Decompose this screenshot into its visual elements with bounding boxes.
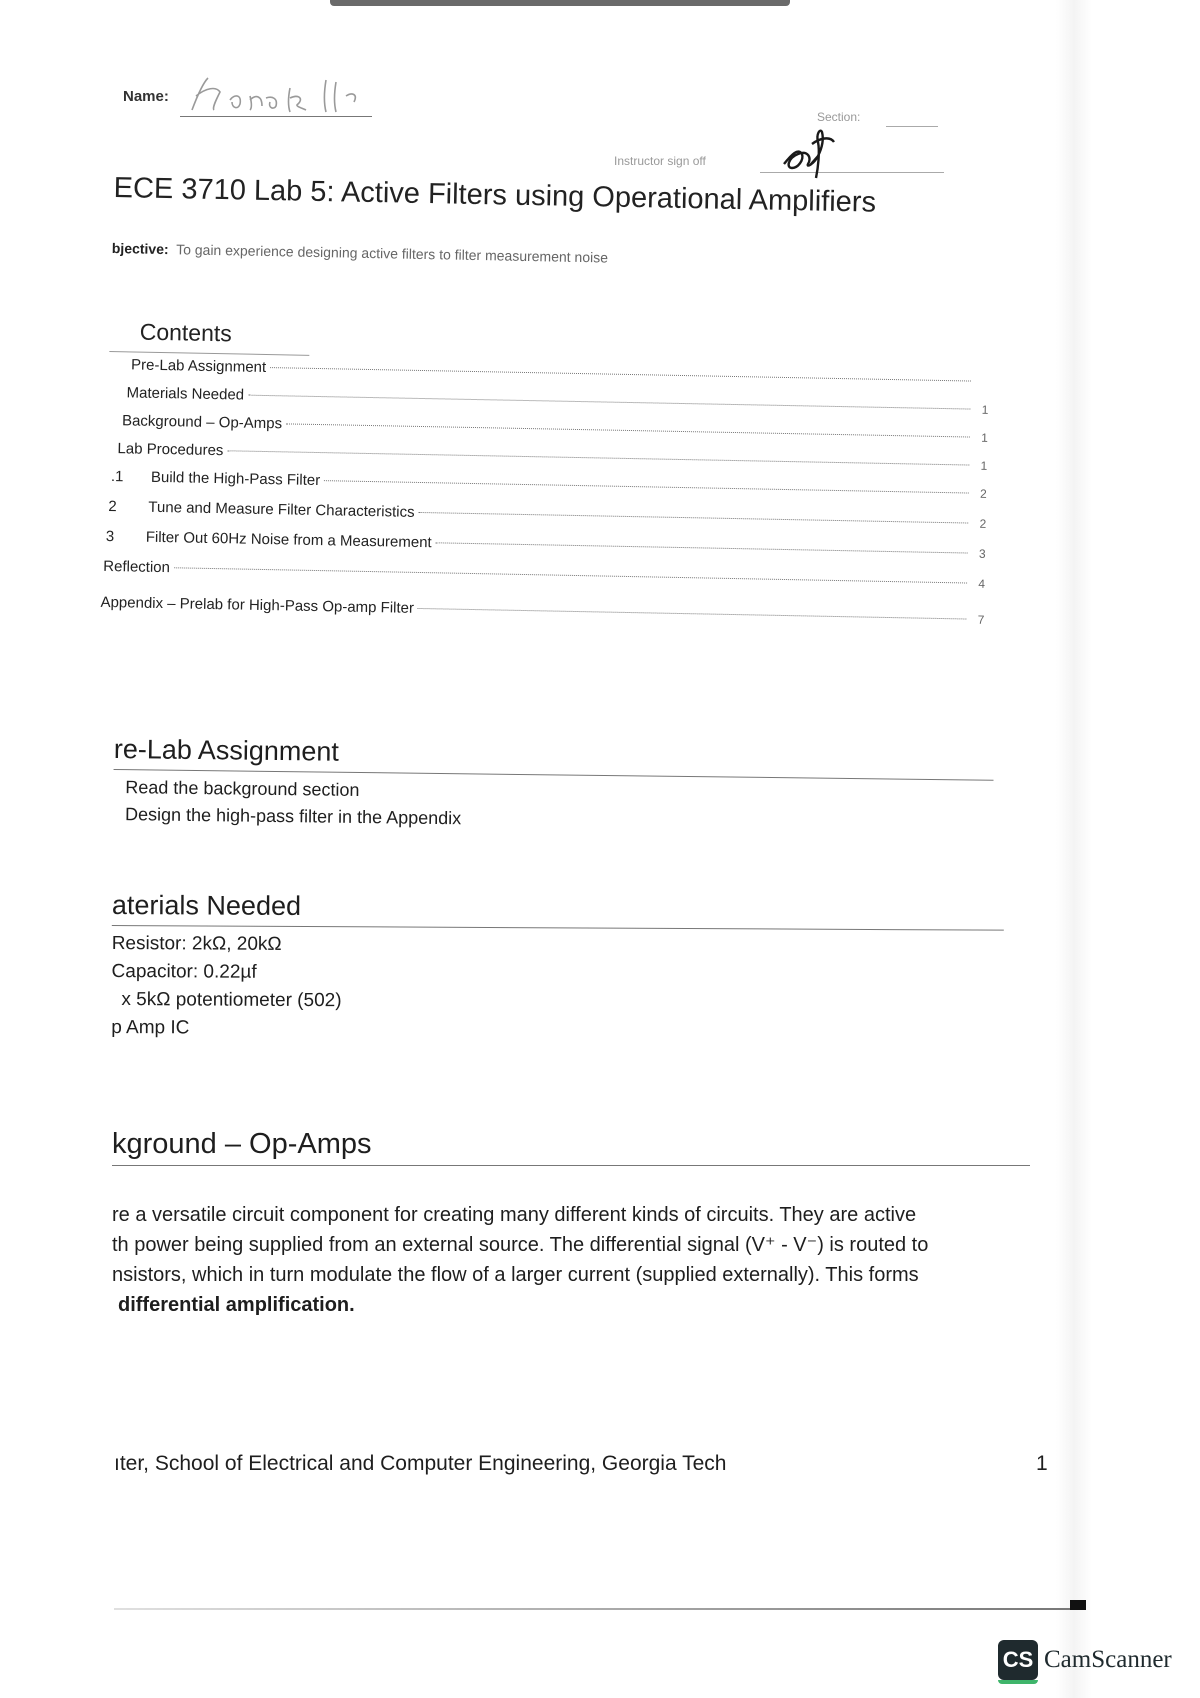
toc-number: .1 xyxy=(110,468,124,486)
name-handwriting xyxy=(186,74,376,118)
instructor-signoff-label: Instructor sign off xyxy=(614,154,706,168)
toc-number: 3 xyxy=(105,527,115,546)
list-item: p Amp IC xyxy=(111,1016,190,1039)
toc-page: 2 xyxy=(979,516,987,531)
paragraph-line: nsistors, which in turn modulate the flow of a larger current (supplied externally). This forms xyxy=(112,1264,919,1286)
instructor-signature xyxy=(778,124,838,182)
objective-text: To gain experience designing active filters to filter measurement noise xyxy=(176,241,609,266)
toc-label: Tune and Measure Filter Characteristics xyxy=(148,498,415,521)
name-label: Name: xyxy=(123,88,169,105)
toc-page: 4 xyxy=(978,576,986,591)
scan-edge-mark xyxy=(1070,1600,1086,1610)
toc-label: Lab Procedures xyxy=(117,440,224,460)
camscanner-text: CamScanner xyxy=(1044,1646,1172,1673)
toc-label: Background – Op-Amps xyxy=(121,412,283,433)
background-section xyxy=(112,1128,1030,1320)
toc-leader xyxy=(324,480,969,493)
scan-bottom-edge xyxy=(114,1608,1074,1610)
camscanner-watermark xyxy=(998,1640,1172,1680)
toc-page: 1 xyxy=(981,430,988,445)
paragraph-line: re a versatile circuit component for creating many different kinds of circuits. They are active xyxy=(112,1204,917,1226)
background-rule xyxy=(112,1165,1030,1166)
section-label: Section: xyxy=(817,110,861,124)
page-number: 1 xyxy=(1036,1452,1048,1475)
paragraph-line-bold: differential amplification. xyxy=(118,1294,355,1316)
page-title: ECE 3710 Lab 5: Active Filters using Operational Amplifiers xyxy=(113,172,877,219)
materials-section xyxy=(111,890,1004,1047)
objective-label: bjective: xyxy=(111,240,169,258)
prelab-heading: re-Lab Assignment xyxy=(113,734,340,767)
paragraph-line: th power being supplied from an external source. The differential signal (V⁺ - V⁻) is routed to xyxy=(112,1234,929,1256)
toc-label: Build the High-Pass Filter xyxy=(150,468,321,490)
toc-label: Filter Out 60Hz Noise from a Measurement xyxy=(145,528,432,552)
contents-underline xyxy=(109,351,309,356)
materials-heading: aterials Needed xyxy=(111,890,302,921)
list-item: Read the background section xyxy=(125,777,360,801)
toc-label: Materials Needed xyxy=(126,384,245,404)
contents-heading: Contents xyxy=(139,318,233,347)
toc-page: 1 xyxy=(981,402,989,417)
prelab-section xyxy=(113,734,994,839)
toc-page: 7 xyxy=(977,612,985,627)
toc-leader xyxy=(270,367,971,381)
toc-page: 1 xyxy=(980,458,988,473)
materials-list xyxy=(111,930,1004,1047)
list-item: Design the high-pass filter in the Appendix xyxy=(124,804,462,829)
footer-text: ıter, School of Electrical and Computer Engineering, Georgia Tech xyxy=(114,1452,727,1475)
toc-label: Reflection xyxy=(103,557,171,577)
list-item: x 5kΩ potentiometer (502) xyxy=(121,989,342,1012)
scan-edge-shadow xyxy=(330,0,790,6)
prelab-list xyxy=(125,774,994,839)
table-of-contents xyxy=(100,318,990,645)
toc-label: Appendix – Prelab for High-Pass Op-amp Filter xyxy=(100,593,415,617)
toc-leader xyxy=(419,512,969,524)
toc-leader xyxy=(436,542,968,553)
list-item: Capacitor: 0.22µf xyxy=(111,960,257,983)
background-heading: kground – Op-Amps xyxy=(112,1128,372,1160)
camscanner-logo-icon: CS xyxy=(998,1640,1038,1680)
toc-leader xyxy=(418,608,966,620)
toc-page: 3 xyxy=(978,546,986,561)
background-paragraph xyxy=(112,1200,1030,1320)
toc-label: Pre-Lab Assignment xyxy=(130,356,267,377)
toc-page: 2 xyxy=(979,486,987,501)
toc-number: 2 xyxy=(108,498,117,516)
section-line xyxy=(886,126,938,127)
objective xyxy=(112,240,608,266)
list-item: Resistor: 2kΩ, 20kΩ xyxy=(111,932,282,955)
